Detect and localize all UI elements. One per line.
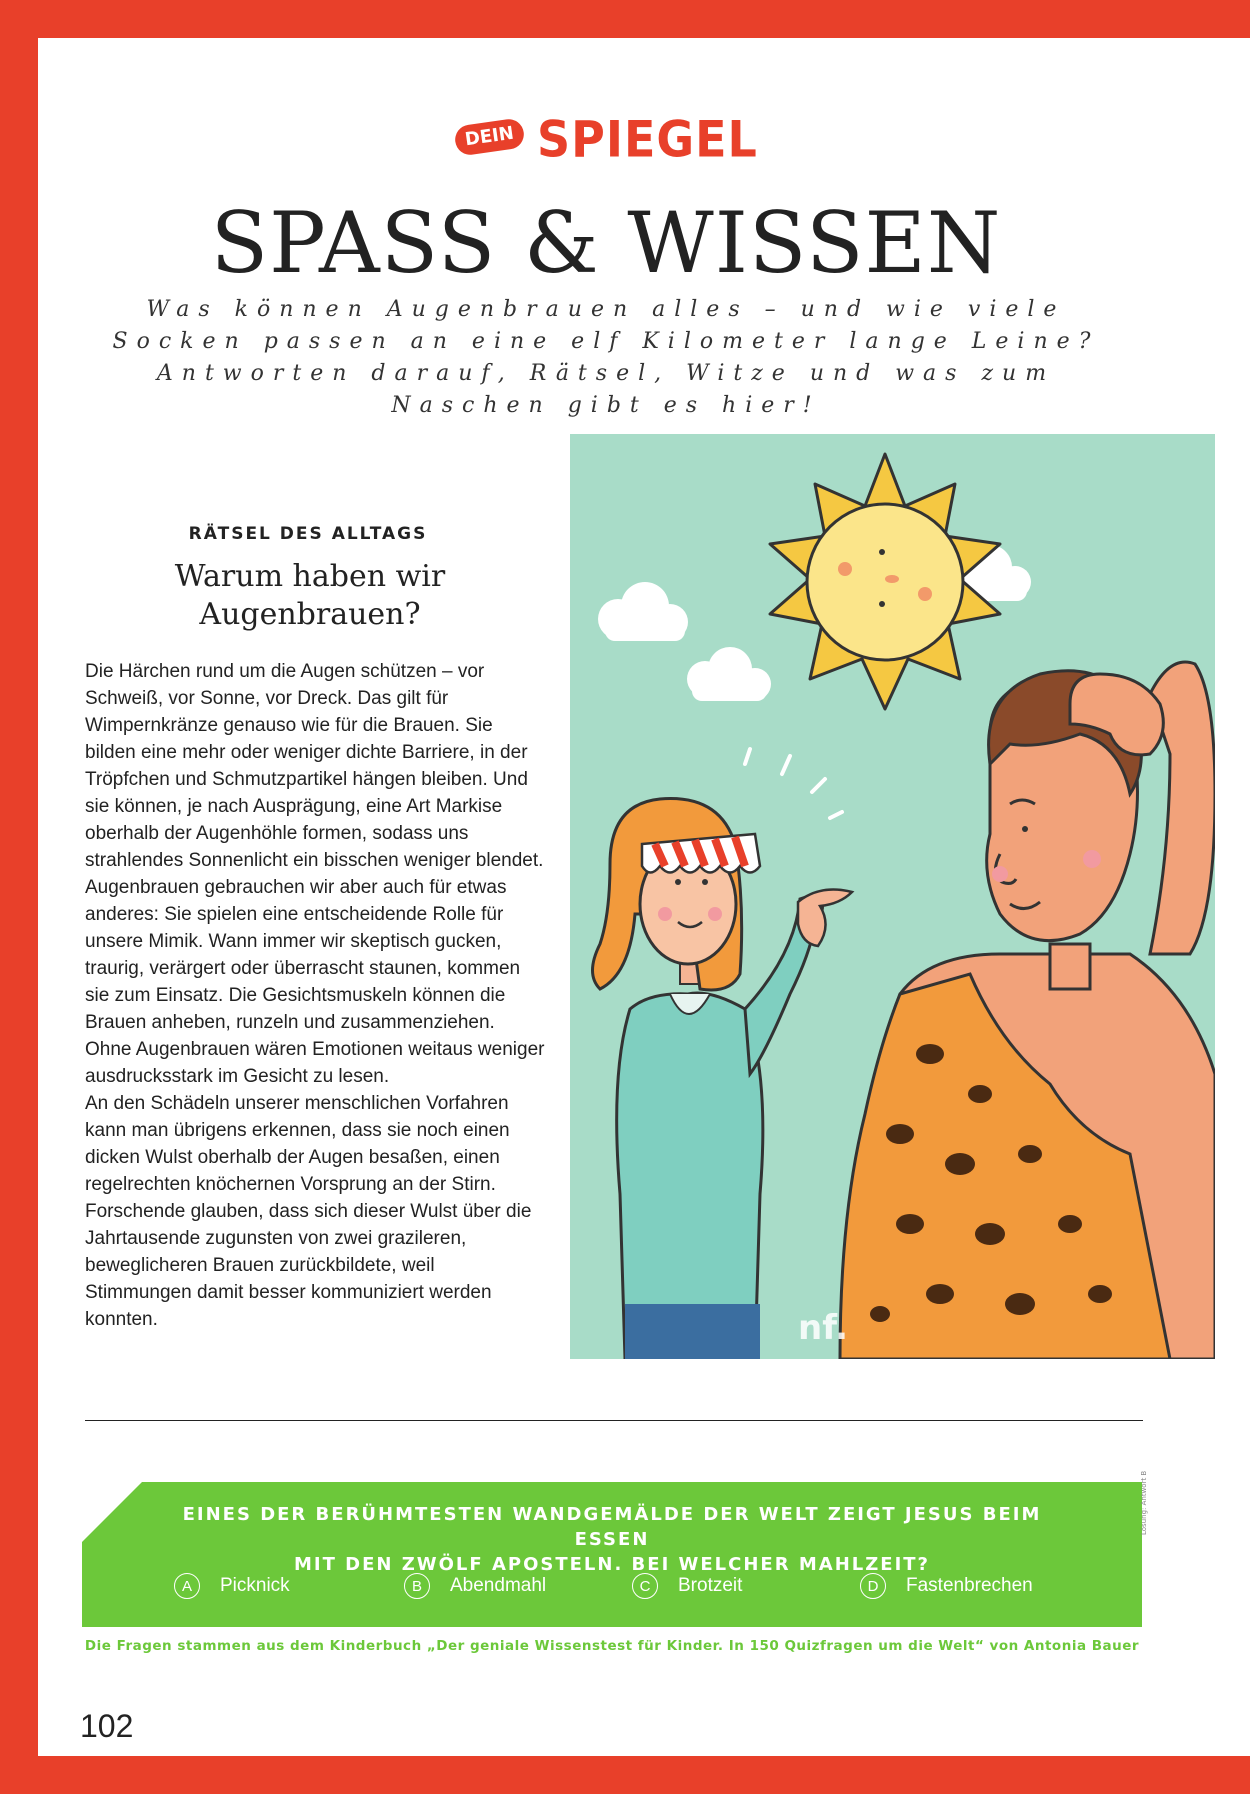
option-letter: D bbox=[860, 1573, 886, 1599]
page-number: 102 bbox=[80, 1708, 134, 1744]
quiz-option-c[interactable] bbox=[632, 1572, 742, 1600]
logo-badge: DEIN bbox=[453, 117, 526, 156]
option-label: Picknick bbox=[220, 1575, 290, 1596]
article-kicker: RÄTSEL DES ALLTAGS bbox=[188, 524, 428, 544]
article-body bbox=[85, 658, 545, 1333]
article-headline bbox=[120, 558, 500, 634]
quiz-box bbox=[82, 1482, 1142, 1627]
eyebrow-illustration bbox=[570, 434, 1215, 1359]
bottom-border bbox=[38, 1756, 1250, 1794]
option-label: Abendmahl bbox=[450, 1575, 547, 1596]
source-note: Die Fragen stammen aus dem Kinderbuch „Der geniale Wissenstest für Kinder. In 150 Quizfragen um die Welt“ von Antonia Bauer bbox=[84, 1638, 1140, 1654]
article-paragraph: An den Schädeln unserer menschlichen Vorfahren kann man übrigens erkennen, dass sie noch einen dicken Wulst oberhalb der Augen besaßen, einen regelrechten knöchernen Vorsprung an der Stirn. Forschende glauben, dass sich dieser Wulst über die Jahrtausende zugunsten von zwei grazileren, beweglicheren Brauen zurückbildete, weil Stimmungen damit besser kommuniziert werden konnten. bbox=[85, 1093, 532, 1330]
illustrator-signature: nf. bbox=[798, 1308, 849, 1348]
quiz-question bbox=[162, 1502, 1062, 1577]
quiz-option-a[interactable] bbox=[174, 1572, 290, 1600]
option-letter: A bbox=[174, 1573, 200, 1599]
option-letter: C bbox=[632, 1573, 658, 1599]
section-divider bbox=[85, 1420, 1143, 1421]
option-label: Fastenbrechen bbox=[906, 1575, 1033, 1596]
quiz-solution: Lösung: Antwort B bbox=[1140, 1470, 1148, 1535]
quiz-option-b[interactable] bbox=[404, 1572, 546, 1600]
option-label: Brotzeit bbox=[678, 1575, 743, 1596]
dein-spiegel-logo bbox=[455, 80, 775, 170]
headline-line-1: Warum haben wir bbox=[174, 559, 446, 594]
article-paragraph: Die Härchen rund um die Augen schützen – vor Schweiß, vor Sonne, vor Dreck. Das gilt für Wimpernkränze genauso wie für die Brauen. Sie bilden eine mehr oder weniger dichte Barriere, in der Tröpfchen und Schmutzpartikel hängen bleiben. Und sie können, je nach Ausprägung, eine Art Markise oberhalb der Augenhöhle formen, sodass uns strahlendes Sonnenlicht ein bisschen weniger blendet. bbox=[85, 661, 544, 871]
quiz-question-line-1: EINES DER BERÜHMTESTEN WANDGEMÄLDE DER WELT ZEIGT JESUS BEIM ESSEN bbox=[182, 1504, 1042, 1550]
logo-wordmark: SPIEGEL bbox=[537, 109, 758, 169]
page-title: SPASS & WISSEN bbox=[210, 194, 1002, 292]
intro-text: Was können Augenbrauen alles – und wie viele Socken passen an eine elf Kilometer lange Leine? Antworten darauf, Rätsel, Witze und was zum Naschen gibt es hier! bbox=[112, 297, 1100, 418]
option-letter: B bbox=[404, 1573, 430, 1599]
quiz-option-d[interactable] bbox=[860, 1572, 1033, 1600]
article-paragraph: Augenbrauen gebrauchen wir aber auch für etwas anderes: Sie spielen eine entscheidende Rolle für unsere Mimik. Wann immer wir skeptisch gucken, traurig, verärgert oder überrascht staunen, kommen sie zum Einsatz. Die Gesichtsmuskeln können die Brauen anheben, runzeln und zusammenziehen. Ohne Augenbrauen wären Emotionen weitaus weniger ausdrucksstark im Gesicht zu lesen. bbox=[85, 877, 545, 1087]
headline-line-2: Augenbrauen? bbox=[199, 597, 421, 632]
quiz-question-line-2: MIT DEN ZWÖLF APOSTELN. BEI WELCHER MAHLZEIT? bbox=[293, 1554, 930, 1575]
